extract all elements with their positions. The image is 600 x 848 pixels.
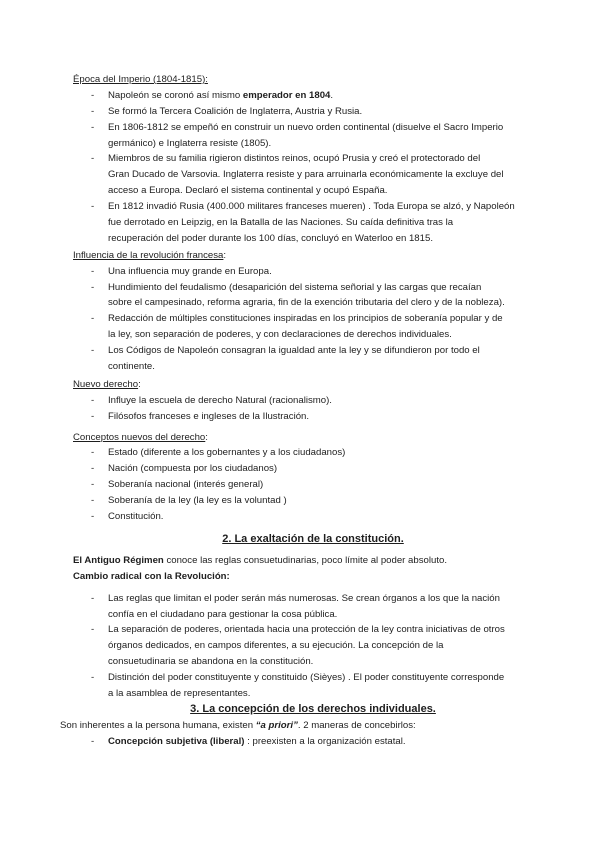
- text-run: Época del Imperio (1804-1815):: [73, 74, 208, 85]
- chapter-title: [73, 532, 553, 548]
- bullet-dash-icon: -: [91, 313, 95, 325]
- text-line: [73, 509, 553, 525]
- text-run: conoce las reglas consuetudinarias, poco límite al poder absoluto.: [163, 554, 447, 566]
- text-line: [73, 327, 553, 343]
- text-line: [73, 461, 553, 477]
- text-run: El Antiguo Régimen: [73, 554, 164, 566]
- bullet-dash-icon: -: [91, 105, 95, 117]
- text-line: [73, 734, 553, 750]
- text-line: [73, 72, 553, 88]
- bullet-item: [73, 409, 553, 425]
- text-line: [60, 718, 553, 734]
- section-heading: [73, 248, 553, 264]
- text-run: recuperación del poder durante los 100 días, concluyó en Waterloo en 1815.: [108, 232, 433, 244]
- text-run: Soberanía de la ley (la ley es la voluntad ): [108, 495, 287, 507]
- bullet-item: [73, 120, 553, 152]
- section-heading: [73, 72, 553, 88]
- text-line: [73, 686, 553, 702]
- text-line: [73, 622, 553, 638]
- bullet-dash-icon: -: [91, 281, 95, 293]
- text-run: 3. La concepción de los derechos individuales.: [190, 702, 436, 715]
- bullet-dash-icon: -: [91, 201, 95, 213]
- text-run: En 1812 invadió Rusia (400.000 militares franceses mueren) . Toda Europa se alzó, y Napoleón: [108, 201, 515, 213]
- text-line: [73, 215, 553, 231]
- bullet-item: [73, 151, 553, 199]
- text-run: acceso a Europa. Declaró el sistema continental y ocupó España.: [108, 185, 388, 197]
- bullet-dash-icon: -: [91, 511, 95, 523]
- bullet-item: [73, 88, 553, 104]
- text-run: fue derrotado en Leipzig, en la Batalla de las Naciones. Su caída definitiva tras la: [108, 217, 454, 229]
- bullet-item: [73, 343, 553, 375]
- text-line: [73, 430, 553, 446]
- bullet-item: [73, 199, 553, 247]
- text-run: Concepción subjetiva (liberal): [108, 735, 245, 747]
- text-line: [73, 493, 553, 509]
- text-line: [73, 199, 553, 215]
- bullet-dash-icon: -: [91, 495, 95, 507]
- text-run: :: [138, 378, 141, 390]
- bullet-dash-icon: -: [91, 153, 95, 165]
- bullet-dash-icon: -: [91, 672, 95, 684]
- bullet-item: [73, 104, 553, 120]
- text-run: continente.: [108, 361, 155, 373]
- text-run: “a priori”: [255, 719, 298, 731]
- bullet-dash-icon: -: [91, 410, 95, 422]
- text-line: [73, 553, 553, 569]
- paragraph: [60, 718, 553, 734]
- text-run: Una influencia muy grande en Europa.: [108, 265, 272, 277]
- text-run: Nuevo derecho: [73, 378, 139, 390]
- text-run: Se formó la Tercera Coalición de Inglaterra, Austria y Rusia.: [108, 105, 363, 117]
- bullet-item: [73, 591, 553, 623]
- bullet-dash-icon: -: [91, 121, 95, 133]
- bullet-dash-icon: -: [91, 592, 95, 604]
- bullet-dash-icon: -: [91, 394, 95, 406]
- bullet-item: [73, 670, 553, 702]
- bullet-dash-icon: -: [91, 463, 95, 475]
- text-run: Redacción de múltiples constituciones inspiradas en los principios de soberanía popular y de: [108, 313, 503, 325]
- bullet-item: [73, 477, 553, 493]
- document-page: [60, 72, 553, 750]
- text-line: [73, 136, 553, 152]
- text-run: Miembros de su familia rigieron distintos reinos, ocupó Prusia y creó el protectorado del: [108, 153, 481, 165]
- text-line: [73, 231, 553, 247]
- text-run: Constitución.: [108, 511, 164, 523]
- text-line: [73, 248, 553, 264]
- text-run: :: [205, 431, 208, 443]
- text-run: : preexisten a la organización estatal.: [244, 735, 406, 747]
- text-run: Conceptos nuevos del derecho: [73, 431, 206, 443]
- paragraph: [73, 569, 553, 585]
- text-run: Nación (compuesta por los ciudadanos): [108, 463, 278, 475]
- text-run: Hundimiento del feudalismo (desaparición del sistema señorial y las cargas que recaían: [108, 281, 482, 293]
- text-line: [73, 280, 553, 296]
- text-line: [73, 167, 553, 183]
- text-run: Filósofos franceses e ingleses de la Ilustración.: [108, 410, 310, 422]
- text-run: consuetudinaria se abandona en la constitución.: [108, 656, 314, 668]
- text-line: [73, 445, 553, 461]
- text-line: [73, 532, 553, 548]
- text-run: Los Códigos de Napoleón consagran la igualdad ante la ley y se difundieron por todo el: [108, 345, 480, 357]
- text-line: [73, 477, 553, 493]
- text-line: [73, 393, 553, 409]
- text-run: :: [223, 249, 227, 261]
- text-line: [73, 311, 553, 327]
- text-run: Soberanía nacional (interés general): [108, 479, 264, 491]
- text-line: [73, 120, 553, 136]
- text-line: [73, 638, 553, 654]
- text-line: [73, 151, 553, 167]
- text-run: a la asamblea de representantes.: [108, 687, 251, 699]
- bullet-dash-icon: -: [91, 479, 95, 491]
- bullet-item: [73, 509, 553, 525]
- bullet-item: [73, 445, 553, 461]
- bullet-item: [73, 493, 553, 509]
- text-run: Cambio radical con la Revolución:: [73, 570, 230, 582]
- section-heading: [73, 377, 553, 393]
- bullet-item: [73, 734, 553, 750]
- text-run: emperador en 1804: [242, 89, 331, 101]
- chapter-title: [73, 702, 553, 718]
- bullet-dash-icon: -: [91, 345, 95, 357]
- text-line: [73, 607, 553, 623]
- bullet-dash-icon: -: [91, 89, 95, 101]
- bullet-item: [73, 622, 553, 670]
- text-line: [73, 88, 553, 104]
- text-line: [73, 183, 553, 199]
- text-run: Napoleón se coronó así mismo: [108, 89, 243, 101]
- text-run: Influencia de la revolución francesa: [73, 249, 224, 261]
- text-line: [73, 702, 553, 718]
- bullet-item: [73, 280, 553, 312]
- text-run: la ley, son separación de poderes, y con declaraciones de derechos individuales.: [108, 329, 452, 341]
- text-run: 2. La exaltación de la constitución.: [222, 532, 404, 545]
- text-run: confía en el ciudadano para gestionar la cosa pública.: [108, 608, 338, 620]
- bullet-dash-icon: -: [91, 447, 95, 459]
- bullet-item: [73, 461, 553, 477]
- text-line: [73, 377, 553, 393]
- bullet-dash-icon: -: [91, 624, 95, 636]
- text-line: [73, 569, 553, 585]
- section-heading: [73, 430, 553, 446]
- text-run: . 2 maneras de concebirlos:: [297, 719, 416, 731]
- text-run: Distinción del poder constituyente y constituido (Sièyes) . El poder constituyente corresponde: [108, 672, 505, 684]
- text-line: [73, 359, 553, 375]
- text-run: La separación de poderes, orientada hacia una protección de la ley contra iniciativas de otros: [108, 624, 505, 636]
- text-run: Gran Ducado de Varsovia. Inglaterra resiste y para arruinarla económicamente la excluye del: [108, 169, 504, 181]
- text-run: Influye la escuela de derecho Natural (racionalismo).: [108, 394, 332, 406]
- bullet-item: [73, 264, 553, 280]
- bullet-item: [73, 311, 553, 343]
- text-run: Son inherentes a la persona humana, existen: [60, 719, 256, 731]
- bullet-dash-icon: -: [91, 265, 95, 277]
- text-line: [73, 295, 553, 311]
- text-run: germánico) e Inglaterra resiste (1805).: [108, 137, 272, 149]
- text-line: [73, 591, 553, 607]
- text-line: [73, 104, 553, 120]
- paragraph: [73, 553, 553, 569]
- text-line: [73, 409, 553, 425]
- bullet-dash-icon: -: [91, 735, 95, 747]
- text-run: En 1806-1812 se empeñó en construir un nuevo orden continental (disuelve el Sacro Imperio: [108, 121, 504, 133]
- text-run: .: [330, 89, 334, 101]
- text-line: [73, 343, 553, 359]
- text-line: [73, 264, 553, 280]
- text-line: [73, 654, 553, 670]
- text-run: órganos dedicados, en campos diferentes, a su ejecución. La concepción de la: [108, 640, 444, 652]
- text-line: [73, 670, 553, 686]
- text-run: Las reglas que limitan el poder serán más numerosas. Se crean órganos a los que la nación: [108, 592, 500, 604]
- text-run: sobre el campesinado, reforma agraria, fin de la exención tributaria del clero y de la nobleza).: [108, 297, 505, 309]
- text-run: Estado (diferente a los gobernantes y a los ciudadanos): [108, 447, 346, 459]
- bullet-item: [73, 393, 553, 409]
